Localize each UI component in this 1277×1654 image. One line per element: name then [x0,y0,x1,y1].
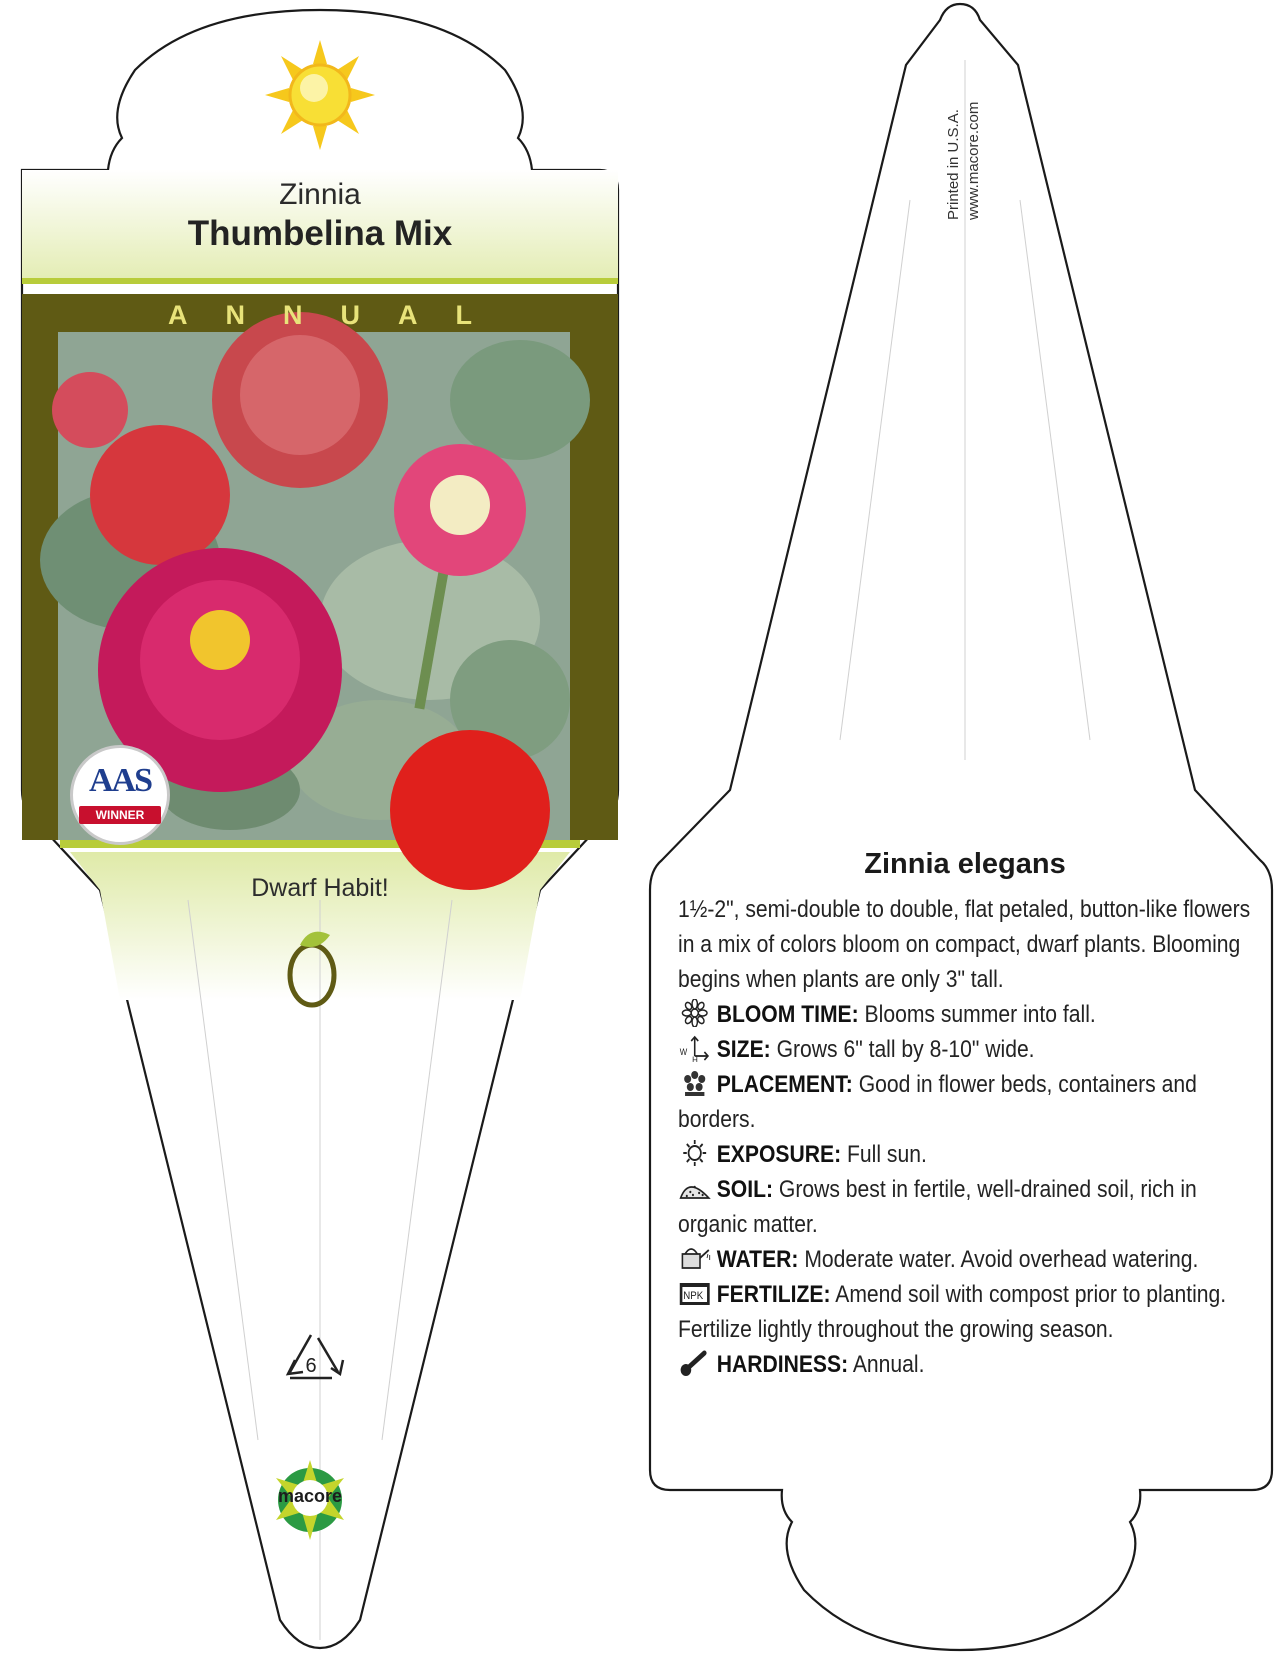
description: 1½-2", semi-double to double, flat petaled, button-like flowers in a mix of colors bloom on compact, dwarf plants. Blooming begins when plants are only 3" tall. [678,896,1251,993]
brand-name: macore [277,1486,343,1506]
care-value-bloom: Blooms summer into fall. [864,1001,1096,1028]
sun-icon-top [265,40,375,150]
variety-name: Thumbelina Mix [187,214,453,253]
care-row-bloom [678,997,1268,1032]
category-label: ANNUAL [168,300,510,330]
back-tag-shape [640,0,1277,1654]
care-text [678,892,1268,1382]
care-label-soil: SOIL: [716,1176,774,1203]
care-value-size: Grows 6" tall by 8-10" wide. [776,1036,1035,1063]
thermometer-icon [678,1349,711,1377]
care-label-exposure: EXPOSURE: [716,1141,842,1168]
care-value-hardiness: Annual. [852,1351,925,1378]
botanical-name: Zinnia elegans [864,848,1066,880]
npk-icon [678,1279,711,1307]
care-row-soil [678,1172,1268,1242]
aas-mark: AAS [88,762,152,799]
recycle-code: 6 [305,1355,317,1377]
care-value-soil: Grows best in fertile, well-drained soil, rich in organic matter. [678,1176,1197,1238]
plant-common-name: Zinnia [279,178,361,211]
care-label-size: SIZE: [716,1036,771,1063]
care-value-fertilize: Amend soil with compost prior to planting. Fertilize lightly throughout the growing season. [678,1281,1227,1343]
care-row-fertilize [678,1277,1268,1347]
size-icon [678,1034,711,1062]
care-label-hardiness: HARDINESS: [716,1351,849,1378]
habit-note: Dwarf Habit! [251,874,389,902]
care-label-water: WATER: [716,1246,799,1273]
aas-ribbon: WINNER [79,806,161,824]
npk-label: NPK [683,1290,704,1303]
soil-icon [678,1174,711,1202]
placement-icon [678,1069,711,1097]
flower-icon [678,999,711,1027]
care-value-water: Moderate water. Avoid overhead watering. [804,1246,1199,1273]
care-row-exposure [678,1137,1268,1172]
care-row-water [678,1242,1268,1277]
size-h-letter: H [692,1054,698,1062]
care-label-placement: PLACEMENT: [716,1071,853,1098]
sun-icon [678,1139,711,1167]
printed-in: Printed in U.S.A. [945,109,962,220]
care-label-fertilize: FERTILIZE: [716,1281,831,1308]
care-label-bloom: BLOOM TIME: [716,1001,859,1028]
care-row-size [678,1032,1268,1067]
printer-credit [944,102,984,220]
care-row-hardiness [678,1347,1268,1382]
care-value-placement: Good in flower beds, containers and borders. [678,1071,1197,1133]
care-value-exposure: Full sun. [847,1141,927,1168]
care-row-placement [678,1067,1268,1137]
website: www.macore.com [965,101,982,220]
aas-winner-badge [70,745,170,845]
size-w-letter: W [679,1046,688,1058]
watering-can-icon [678,1244,711,1272]
